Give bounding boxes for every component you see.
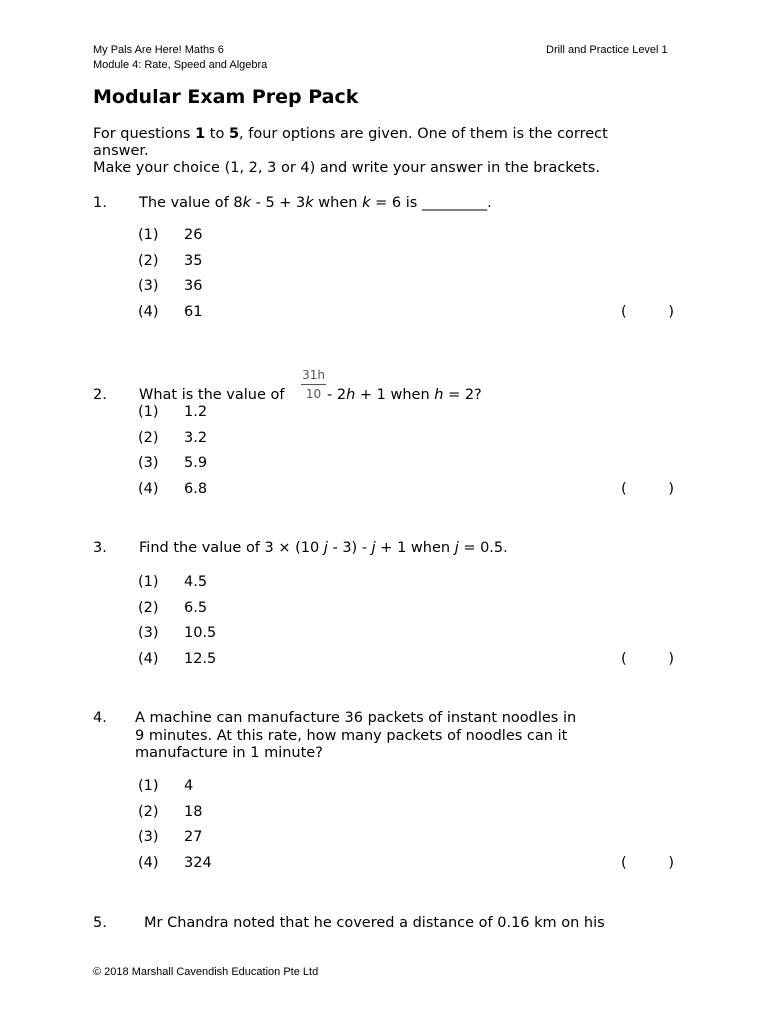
fraction-denominator: 10 (305, 387, 322, 401)
intro-line-2: answer. (93, 143, 149, 159)
page-title: Modular Exam Prep Pack (93, 86, 359, 108)
question-1-option-2: (2) 35 (138, 253, 203, 269)
question-4-option-1: (1) 4 (138, 778, 194, 794)
header-module: Module 4: Rate, Speed and Algebra (93, 59, 268, 71)
question-2-option-4: (4) 6.8 ( ) (138, 481, 674, 497)
question-1-option-1: (1) 26 (138, 227, 203, 243)
intro-line-3: Make your choice (1, 2, 3 or 4) and write your answer in the brackets. (93, 160, 600, 176)
question-3-option-2: (2) 6.5 (138, 600, 208, 616)
question-1-number: 1. (93, 195, 107, 211)
question-4-option-3: (3) 27 (138, 829, 203, 845)
intro-line-1: For questions 1 to 5, four options are given. One of them is the correct (93, 126, 608, 142)
footer-copyright: © 2018 Marshall Cavendish Education Pte Ltd (93, 966, 319, 978)
question-5-number: 5. (93, 915, 107, 931)
question-2-option-1: (1) 1.2 (138, 404, 208, 420)
header-book: My Pals Are Here! Maths 6 (93, 44, 224, 56)
question-2-stem-b: - 2h + 1 when h = 2? (327, 387, 482, 403)
question-3-option-1: (1) 4.5 (138, 574, 208, 590)
question-1-option-4: (4) 61 ( ) (138, 304, 674, 320)
question-1-option-3: (3) 36 (138, 278, 203, 294)
question-4-number: 4. (93, 710, 107, 726)
question-1-stem: The value of 8k - 5 + 3k when k = 6 is _________. (139, 195, 492, 211)
question-3-option-4: (4) 12.5 ( ) (138, 651, 674, 667)
question-2-fraction (301, 368, 326, 401)
header-level: Drill and Practice Level 1 (546, 44, 668, 56)
question-4-stem-line-1: A machine can manufacture 36 packets of instant noodles in (135, 710, 577, 726)
question-2-stem-a: What is the value of (139, 387, 285, 403)
question-2-option-3: (3) 5.9 (138, 455, 208, 471)
copyright-icon: © (93, 966, 102, 978)
question-4-stem-line-3: manufacture in 1 minute? (135, 745, 323, 761)
fraction-numerator: 31h (302, 368, 325, 382)
question-3-option-3: (3) 10.5 (138, 625, 217, 641)
question-5-stem-line-1: Mr Chandra noted that he covered a distance of 0.16 km on his (144, 915, 605, 931)
question-4-option-4: (4) 324 ( ) (138, 855, 674, 871)
fraction-bar (301, 384, 326, 385)
question-3-number: 3. (93, 540, 107, 556)
question-2-option-2: (2) 3.2 (138, 430, 208, 446)
question-4-option-2: (2) 18 (138, 804, 203, 820)
question-2-number: 2. (93, 387, 107, 403)
question-4-stem-line-2: 9 minutes. At this rate, how many packets of noodles can it (135, 728, 568, 744)
question-3-stem: Find the value of 3 × (10 j - 3) - j + 1 when j = 0.5. (139, 540, 508, 556)
